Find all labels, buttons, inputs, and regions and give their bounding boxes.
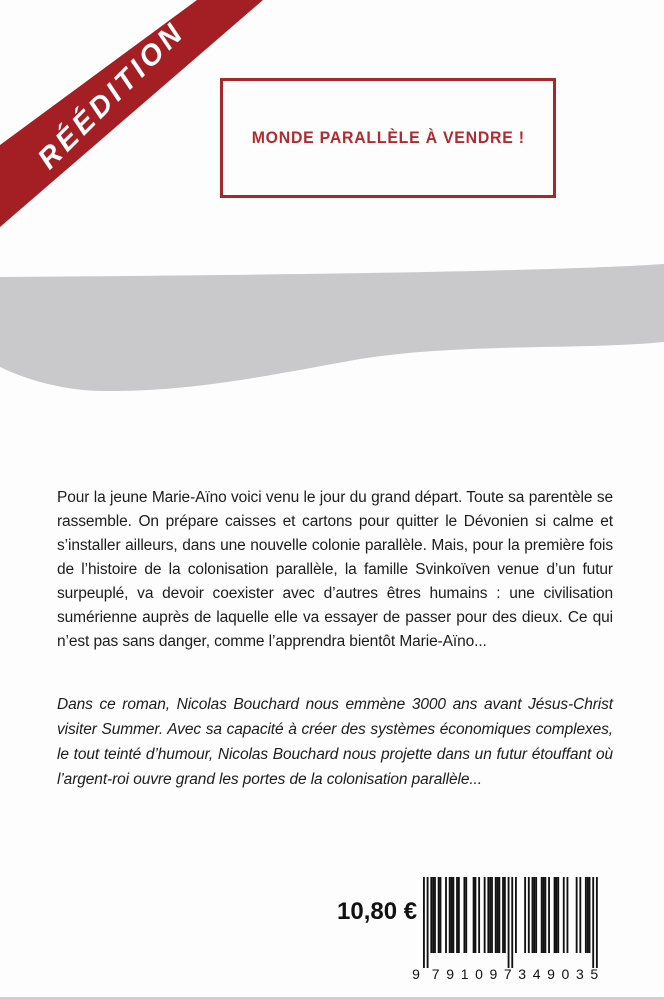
barcode-bar — [543, 877, 545, 953]
barcode-bar — [473, 877, 475, 953]
barcode-bar — [440, 877, 442, 953]
barcode-bar — [532, 877, 534, 953]
barcode-bar — [489, 877, 491, 953]
barcode-bar — [585, 877, 587, 953]
barcode-bar — [434, 877, 436, 953]
barcode-bar — [587, 877, 589, 953]
barcode-bar — [430, 877, 432, 953]
barcode-digit: 1 — [460, 966, 469, 982]
barcode-bar — [495, 877, 497, 953]
barcode-bar — [504, 877, 506, 953]
barcode-bar — [487, 877, 489, 953]
barcode-digit: 9 — [446, 966, 454, 982]
barcode-bar — [579, 877, 581, 953]
barcode-bar — [524, 877, 526, 953]
ean13-barcode — [410, 875, 602, 983]
barcode-bar — [465, 877, 467, 953]
barcode-bar — [533, 877, 535, 953]
barcode-bar — [452, 877, 454, 953]
barcode-digit: 4 — [532, 966, 541, 982]
gray-wave-shape — [0, 264, 664, 391]
barcode-bar — [498, 877, 500, 953]
barcode-digit: 0 — [561, 966, 570, 982]
title-stamp-box — [220, 78, 556, 198]
barcode-bar — [423, 877, 425, 968]
barcode-bar — [548, 877, 550, 953]
barcode-bar — [544, 877, 546, 953]
barcode-digit: 7 — [503, 966, 512, 982]
barcode-bar — [491, 877, 493, 953]
barcode-bar — [528, 877, 530, 953]
barcode-bar — [596, 877, 598, 968]
barcode-digit: 9 — [547, 966, 555, 982]
barcode-bar — [451, 877, 453, 953]
barcode-bar — [515, 877, 517, 953]
barcode-bar — [478, 877, 480, 953]
barcode-bar — [563, 877, 565, 953]
barcode-bar — [445, 877, 447, 953]
barcode-bar — [449, 877, 451, 953]
barcode-bar — [484, 877, 486, 953]
barcode-bar — [592, 877, 594, 968]
barcode-bar — [535, 877, 537, 953]
barcode-bar — [511, 877, 513, 968]
barcode-digit: 9 — [412, 966, 420, 982]
book-title: MONDE PARALLÈLE À VENDRE ! — [251, 128, 525, 147]
barcode-bar — [576, 877, 578, 953]
barcode-digit: 0 — [475, 966, 483, 982]
barcode-digit: 3 — [518, 966, 527, 982]
barcode-digit: 3 — [576, 966, 584, 982]
barcode-bar — [555, 877, 557, 953]
price-label: 10,80 € — [337, 898, 418, 925]
ribbon-label: RÉÉDITION — [31, 15, 192, 176]
barcode-bar — [438, 877, 440, 953]
barcode-bar — [475, 877, 477, 953]
editor-blurb-paragraph: Dans ce roman, Nicolas Bouchard nous emmène 3000 ans avant Jésus-Christ visiter Summer. Avec sa capacité à créer des systèmes économiques complexes, le tout teinté d’humour, Nicolas Bouchard nous projette dans un futur étouffant où l’argent-roi ouvre grand les portes de la colonisation parallèle... — [57, 696, 613, 788]
barcode-bar — [508, 877, 510, 968]
barcode-bar — [541, 877, 543, 953]
barcode-digit: 5 — [590, 966, 599, 982]
gray-wave-band — [0, 258, 664, 398]
barcode-bar — [502, 877, 504, 953]
barcode-bar — [557, 877, 559, 953]
barcode-bar — [463, 877, 465, 953]
barcode-bar — [427, 877, 429, 968]
barcode-bar — [456, 877, 458, 953]
barcode-bar — [589, 877, 591, 953]
barcode-bar — [554, 877, 556, 953]
barcode-bar — [567, 877, 569, 953]
barcode-bar — [497, 877, 499, 953]
barcode-bar — [458, 877, 460, 953]
barcode-bar — [432, 877, 434, 953]
barcode-digit: 7 — [431, 966, 440, 982]
barcode-digit: 9 — [489, 966, 498, 982]
synopsis-paragraph: Pour la jeune Marie-Aïno voici venu le jour du grand départ. Toute sa parentèle se rassemble. On prépare caisses et cartons pour quitter le Dévonien si calme et s’installer ailleurs, dans une nouvelle colonie parallèle. Mais, pour la première fois de l’histoire de la colonisation parallèle, la famille Svinkoïven venue d’un futur surpeuplé, va devoir coexister avec d’autres êtres humains : une civilisation sumérienne auprès de laquelle elle va essayer de passer pour des dieux. Ce qui n’est pas sans danger, comme l’apprendra bientôt Marie-Aïno... — [57, 489, 613, 650]
